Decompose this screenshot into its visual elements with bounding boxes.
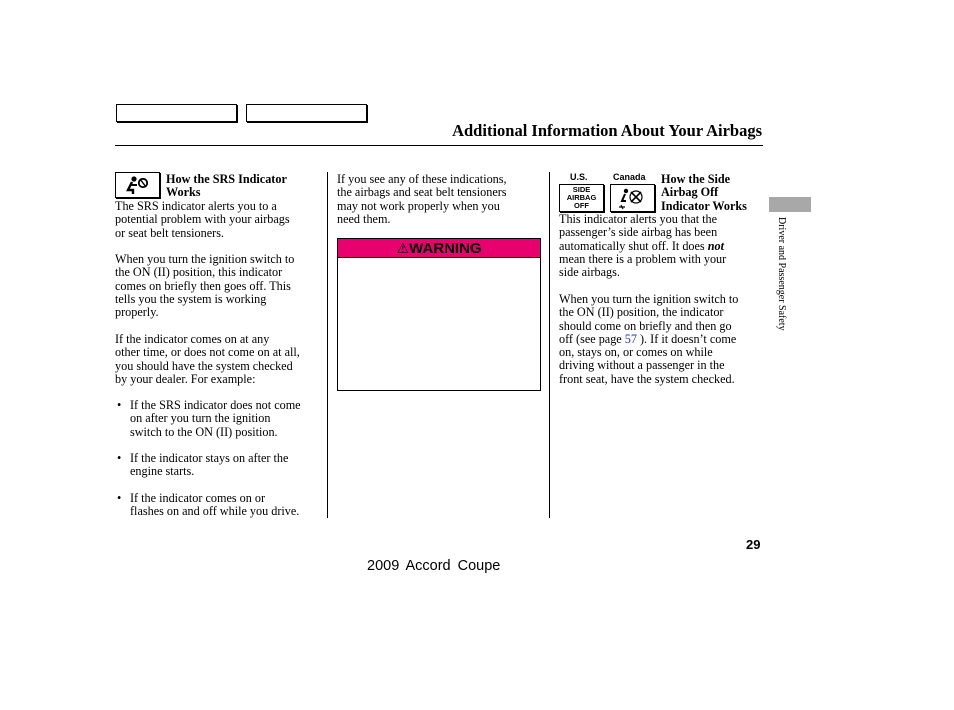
footer-model: 2009 Accord Coupe xyxy=(367,558,501,574)
warning-box xyxy=(337,257,541,391)
nav-button-next[interactable] xyxy=(246,104,367,122)
warning-label: WARNING xyxy=(409,240,482,257)
srs-para-3: If the indicator comes on at any other time, or does not come on at all, you should have the system checked by your dealer. For example: xyxy=(115,332,300,386)
warning-triangle-icon: ⚠ xyxy=(396,240,410,256)
column-divider-2 xyxy=(549,172,550,518)
page-title: Additional Information About Your Airbags xyxy=(452,121,762,140)
label-us: U.S. xyxy=(570,172,588,182)
page-number: 29 xyxy=(746,537,761,552)
page-57-link[interactable]: 57 xyxy=(624,331,637,346)
side-airbag-off-canada-icon xyxy=(610,184,655,212)
side-airbag-para-2: When you turn the ignition switch to the ON (II) position, the indicator should come on briefly and then go off (see page 57 ). If it doesn’t come on, stays on, or comes on while driving without a passenger in the front seat, have the system checked. xyxy=(559,292,739,386)
side-airbag-para-1: This indicator alerts you that the passenger’s side airbag has been automatically shut off. It does not mean there is a problem with your side airbags. xyxy=(559,212,727,280)
title-rule xyxy=(115,145,763,146)
warning-banner xyxy=(337,238,541,258)
srs-para-2: When you turn the ignition switch to the ON (II) position, this indicator comes on briefly then goes off. This tells you the system is working properly. xyxy=(115,252,295,320)
section-tab-label: Driver and Passenger Safety xyxy=(776,217,787,331)
srs-indicator-icon xyxy=(115,172,160,198)
side-airbag-off-us-icon: SIDE AIRBAG OFF xyxy=(559,184,604,212)
srs-para-1: The SRS indicator alerts you to a potential problem with your airbags or seat belt tensioners. xyxy=(115,199,290,240)
srs-heading: How the SRS Indicator Works xyxy=(166,172,287,200)
nav-button-previous[interactable] xyxy=(116,104,237,122)
section-tab[interactable] xyxy=(769,197,811,212)
label-canada: Canada xyxy=(613,172,646,182)
column-divider-1 xyxy=(327,172,328,518)
indications-para: If you see any of these indications, the airbags and seat belt tensioners may not work properly when you need them. xyxy=(337,172,507,226)
side-airbag-heading: How the Side Airbag Off Indicator Works xyxy=(661,172,747,213)
